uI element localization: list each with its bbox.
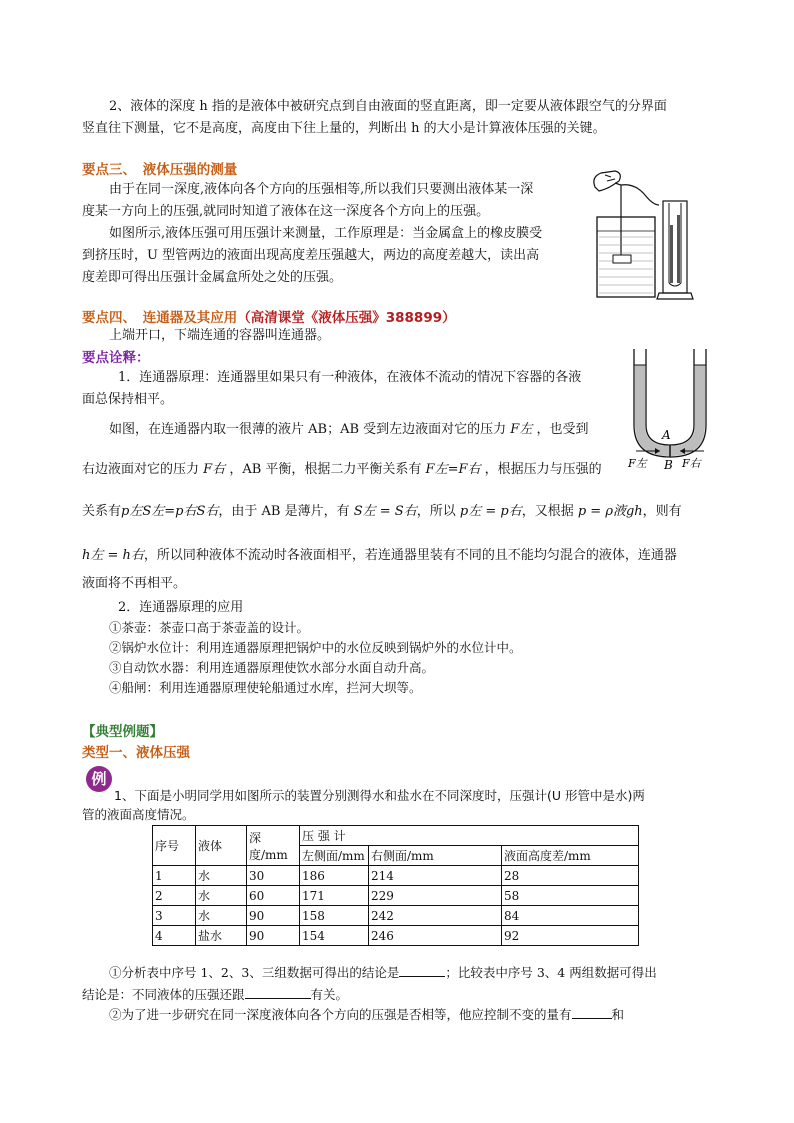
app-item-3: ③自动饮水器：利用连通器原理使饮水部分水面自动升高。	[109, 660, 435, 675]
formula-f-eq: F左=F右	[425, 462, 481, 477]
principle-p5: h左 = h右，所以同种液体不流动时各液面相平，若连通器里装有不同的且不能均匀混合的液体，连通器	[82, 548, 677, 563]
answer-blank-1[interactable]	[399, 964, 445, 977]
examples-heading: 【典型例题】	[82, 724, 163, 740]
para2-line1: 2、液体的深度 h 指的是液体中被研究点到自由液面的竖直距离，即一定要从液体跟空气的分界面	[109, 99, 667, 114]
app-item-4: ④船闸：利用连通器原理使轮船通过水库，拦河大坝等。	[109, 680, 422, 695]
table-row: 3 水 90 158 242 84	[153, 906, 639, 926]
principle-line1: 1．连通器原理：连通器里如果只有一种液体，在液体不流动的情况下容器的各液	[118, 370, 582, 385]
connected-vessel-figure	[620, 345, 720, 475]
label-f-left: F左	[628, 457, 647, 470]
app-heading: 2．连通器原理的应用	[118, 600, 244, 615]
sub-question-2: ②为了进一步研究在同一深度液体向各个方向的压强是否相等，他应控制不变的量有 和	[109, 1007, 625, 1022]
th-liquid: 液体	[196, 826, 247, 866]
section4-heading: 要点四、 连通器及其应用（高清课堂《液体压强》388899）	[82, 310, 456, 326]
explain-heading: 要点诠释：	[82, 350, 150, 366]
data-table	[152, 825, 639, 946]
formula-h-eq: h左 = h右	[82, 548, 144, 563]
section3-line5: 度差即可得出压强计金属盒所处之处的压强。	[82, 270, 343, 285]
label-f-right: F右	[682, 457, 701, 470]
principle-p4: 关系有p左S左=p右S右，由于 AB 是薄片，有 S左 = S右，所以 p左 = p右，又根据 p = ρ液gh，则有	[82, 504, 682, 519]
formula-p-rho: p = ρ液gh	[577, 504, 643, 519]
label-b: B	[664, 458, 673, 472]
table-row: 4 盐水 90 154 246 92	[153, 926, 639, 946]
app-item-2: ②锅炉水位计：利用连通器原理把锅炉中的水位反映到锅炉外的水位计中。	[109, 640, 522, 655]
principle-line2: 面总保持相平。	[82, 392, 174, 407]
section3-line1: 由于在同一深度,液体向各个方向的压强相等,所以我们只要测出液体某一深	[109, 182, 534, 197]
principle-p3: 右边液面对它的压力 F右 ，AB 平衡，根据二力平衡关系有 F左=F右 ，根据压力与压强的	[82, 462, 602, 477]
answer-blank-2[interactable]	[245, 986, 311, 999]
th-left: 左侧面/mm	[300, 846, 369, 866]
formula-f-left: F左	[510, 422, 533, 437]
section4-ref: （高清课堂《液体压强》388899）	[237, 310, 456, 326]
section3-heading: 要点三、 液体压强的测量	[82, 162, 238, 178]
th-diff: 液面高度差/mm	[502, 846, 639, 866]
sub-question-1-line2: 结论是：不同液体的压强还跟 有关。	[82, 987, 349, 1002]
sub-question-1: ①分析表中序号 1、2、3、三组数据可得出的结论是 ；比较表中序号 3、4 两组数据可得出	[109, 965, 657, 980]
example-badge: 例	[86, 766, 112, 792]
app-item-1: ①茶壶：茶壶口高于茶壶盖的设计。	[109, 620, 310, 635]
pressure-gauge-figure	[585, 165, 695, 305]
section3-line4: 到挤压时，U 型管两边的液面出现高度差压强越大，两边的高度差越大，读出高	[82, 248, 540, 263]
answer-blank-3[interactable]	[572, 1006, 612, 1019]
formula-f-right: F右	[203, 462, 226, 477]
th-right: 右侧面/mm	[369, 846, 502, 866]
formula-s-eq: S左 = S右	[353, 504, 417, 519]
principle-p2: 如图，在连通器内取一很薄的液片 AB；AB 受到左边液面对它的压力 F左 ，也受到	[109, 422, 589, 437]
th-depth: 深度/mm	[247, 826, 300, 866]
question1-line1: 1、下面是小明同学用如图所示的装置分别测得水和盐水在不同深度时，压强计(U 形管中是水)两	[114, 788, 645, 803]
para2-line2: 竖直往下测量，它不是高度，高度由下往上量的，判断出 h 的大小是计算液体压强的关键。	[82, 121, 606, 136]
question1-line2: 管的液面高度情况。	[82, 807, 195, 822]
th-index: 序号	[153, 826, 196, 866]
section3-line3: 如图所示,液体压强可用压强计来测量，工作原理是：当金属盒上的橡皮膜受	[109, 226, 543, 241]
principle-p5-line2: 液面将不再相平。	[82, 576, 187, 591]
section4-intro: 上端开口，下端连通的容器叫连通器。	[109, 328, 331, 343]
table-row: 1 水 30 186 214 28	[153, 866, 639, 886]
section3-line2: 度某一方向上的压强,就同时知道了液体在这一深度各个方向上的压强。	[82, 204, 490, 219]
th-gauge: 压 强 计	[300, 826, 639, 846]
table-row: 2 水 60 171 229 58	[153, 886, 639, 906]
formula-p-eq: p左 = p右	[459, 504, 522, 519]
type1-heading: 类型一、液体压强	[82, 745, 190, 761]
label-a: A	[662, 428, 671, 442]
formula-ps-eq: p左S左=p右S右	[121, 504, 219, 519]
